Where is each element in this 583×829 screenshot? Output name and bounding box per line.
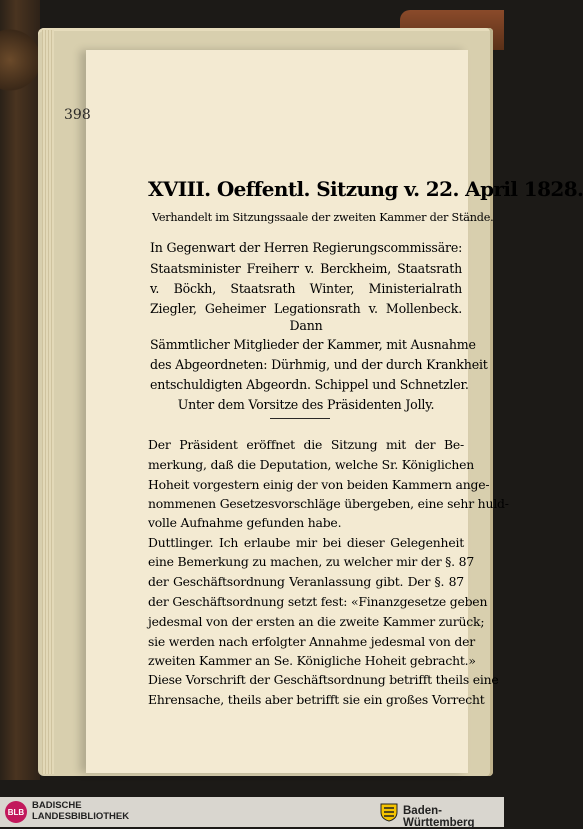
body-line: Ehrensache, theils aber betrifft sie ein großes Vorrecht xyxy=(148,692,485,707)
blb-logo-icon[interactable]: BLB xyxy=(5,801,27,823)
blb-name-line1: BADISCHE xyxy=(32,800,82,811)
footer-bar xyxy=(0,797,504,827)
body-line: jedesmal von der ersten an die zweite Kammer zurück; xyxy=(148,614,485,629)
session-subheading: Verhandelt im Sitzungssaale der zweiten Kammer der Stände. xyxy=(152,211,494,224)
baden-wuerttemberg-crest-icon xyxy=(380,802,398,822)
session-heading: XVIII. Oeffentl. Sitzung v. 22. April 1828. xyxy=(148,177,583,201)
members-line: entschuldigten Abgeordn. Schippel und Schnetzler. xyxy=(150,377,469,392)
body-line: Diese Vorschrift der Geschäftsordnung betrifft theils eine xyxy=(148,672,499,687)
body-line: der Geschäftsordnung Veranlassung gibt. Der §. 87 xyxy=(148,574,464,589)
blb-name-line2: LANDESBIBLIOTHEK xyxy=(32,811,130,822)
body-line: eine Bemerkung zu machen, zu welcher mir der §. 87 xyxy=(148,554,475,569)
body-line: zweiten Kammer an Se. Königliche Hoheit gebracht.» xyxy=(148,653,476,668)
presence-line: In Gegenwart der Herren Regierungscommissäre: xyxy=(150,240,463,255)
baden-wuerttemberg-label[interactable]: Baden-Württemberg xyxy=(403,805,475,829)
presence-line: v. Böckh, Staatsrath Winter, Ministerialrath xyxy=(150,281,462,296)
dann-label: Dann xyxy=(289,318,323,333)
presence-line: Staatsminister Freiherr v. Berckheim, Staatsrath xyxy=(150,261,462,276)
members-line: Sämmtlicher Mitglieder der Kammer, mit Ausnahme xyxy=(150,337,476,352)
section-divider xyxy=(270,418,330,419)
book-cover-left xyxy=(0,0,40,780)
page-number: 398 xyxy=(64,107,91,123)
blb-name[interactable] xyxy=(32,800,129,822)
body-line: volle Aufnahme gefunden habe. xyxy=(148,515,342,530)
members-line: des Abgeordneten: Dürhmig, und der durch Krankheit xyxy=(150,357,488,372)
body-line: Hoheit vorgestern einig der von beiden Kammern ange- xyxy=(148,477,490,492)
presence-line: Ziegler, Geheimer Legationsrath v. Mollenbeck. xyxy=(150,301,462,316)
body-line: sie werden nach erfolgter Annahme jedesmal von der xyxy=(148,634,475,649)
body-line: Der Präsident eröffnet die Sitzung mit der Be- xyxy=(148,437,464,452)
body-line: merkung, daß die Deputation, welche Sr. Königlichen xyxy=(148,457,475,472)
body-line: Duttlinger. Ich erlaube mir bei dieser Gelegenheit xyxy=(148,535,464,550)
body-line: nommenen Gesetzesvorschläge übergeben, eine sehr huld- xyxy=(148,496,509,511)
body-line: der Geschäftsordnung setzt fest: «Finanzgesetze geben xyxy=(148,594,488,609)
chair-line: Unter dem Vorsitze des Präsidenten Jolly. xyxy=(177,397,435,412)
